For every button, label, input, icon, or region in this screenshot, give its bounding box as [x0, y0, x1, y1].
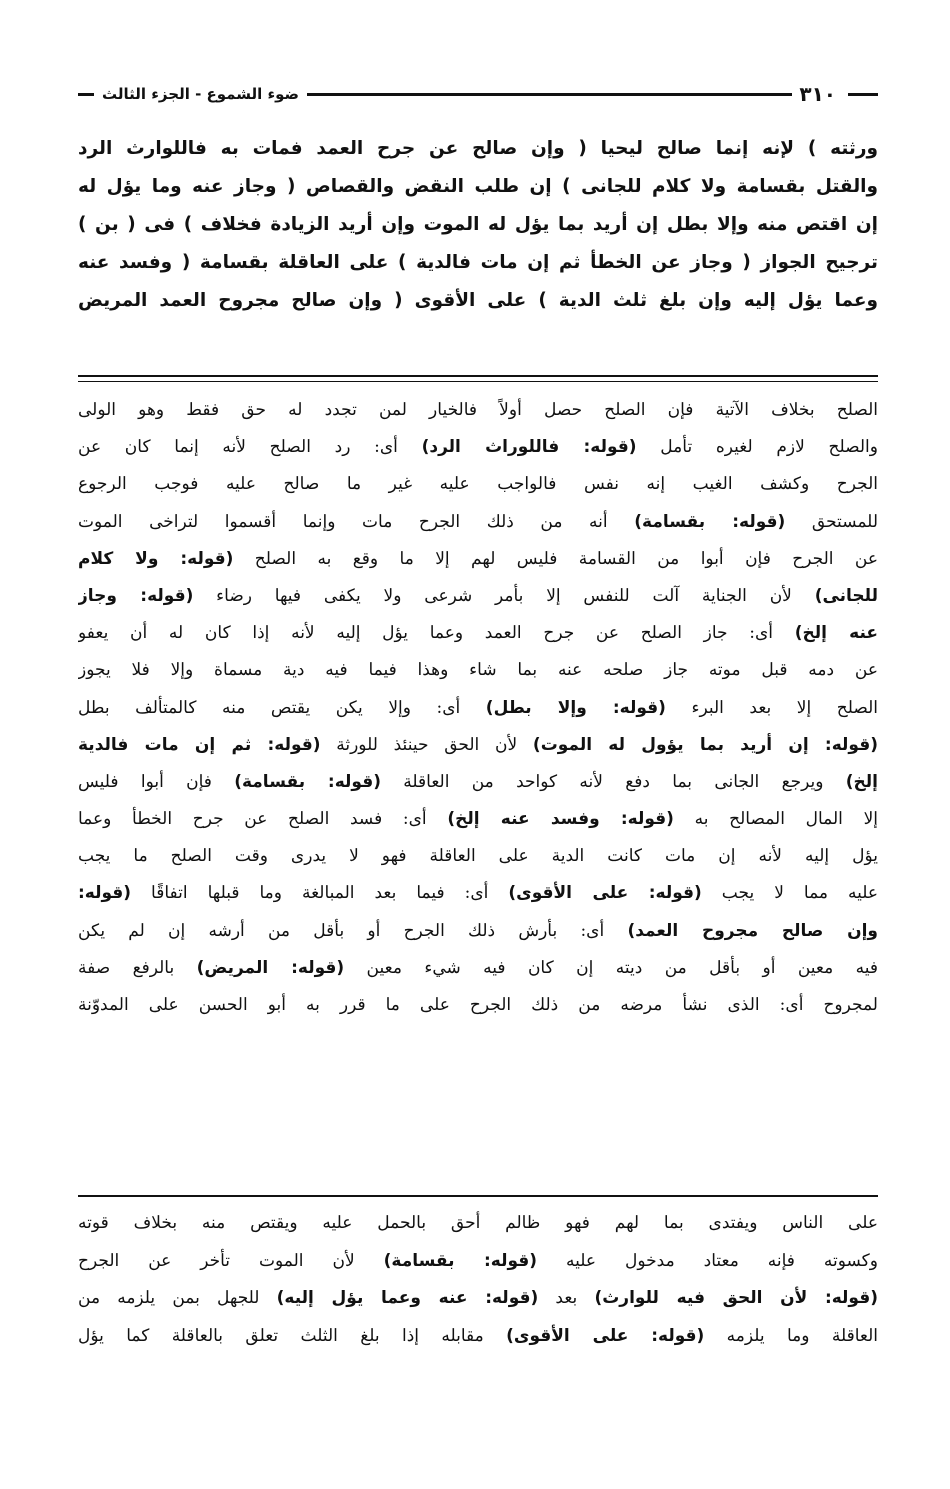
- footnotes-block: [78, 1205, 878, 1355]
- quoted-lemma: (قوله: ولا كلام: [78, 548, 234, 569]
- main-text-line: ترجيح الجواز ( وجاز عن الخطأ ثم إن مات فالدية ) على العاقلة بقسامة ( وفسد عنه: [78, 252, 878, 273]
- main-text-line: إن اقتص منه وإلا بطل إن أريد بما يؤل له الموت وإن أريد الزيادة فخلاف ) فى ( بن ): [78, 214, 878, 235]
- commentary-text: الجرح وكشف الغيب إنه نفس فالواجب عليه غير ما صالح عليه فوجب الرجوع: [78, 474, 878, 495]
- quoted-lemma: (قوله: وجاز: [78, 585, 194, 606]
- commentary-text: بالرفع صفة: [78, 957, 197, 978]
- commentary-text: وكسوته فإنه معتاد مدخول عليه: [537, 1250, 878, 1271]
- commentary-text: لأن الموت تأخر عن الجرح: [78, 1250, 384, 1271]
- quoted-lemma: عنه إلخ): [794, 623, 878, 644]
- commentary-text: فيه معين أو بأقل من ديته إن كان فيه شيء معين: [344, 957, 878, 978]
- commentary-text: على الناس ويفتدى بما لهم فهو ظالم أحق بالحمل عليه ويقتص منه بخلاف قوته: [78, 1213, 878, 1233]
- commentary-text: أى: فسد الصلح عن جرح الخطأ وعما: [78, 809, 448, 830]
- commentary-line: [78, 913, 878, 950]
- quoted-lemma: للجانى): [814, 585, 878, 606]
- quoted-lemma: (قوله:: [78, 883, 132, 904]
- quoted-lemma: (قوله: وإلا بطل): [485, 697, 666, 718]
- commentary-line: [78, 541, 878, 578]
- commentary-text: للمستحق: [785, 511, 878, 532]
- quoted-lemma: إلخ): [845, 771, 878, 792]
- quoted-lemma: (قوله: وفسد عنه إلخ): [447, 809, 674, 830]
- quoted-lemma: (قوله: بقسامة): [383, 1250, 538, 1271]
- commentary-text: ويرجع الجانى بما دفع لأنه كواحد من العاقلة: [380, 771, 846, 792]
- book-page: [78, 0, 878, 1489]
- commentary-text: للجهل بمن يلزمه من: [78, 1288, 277, 1308]
- commentary-text: مقابله إذا بلغ الثلث تعلق بالعاقلة كما يؤل: [78, 1325, 507, 1346]
- commentary-line: [78, 578, 878, 615]
- quoted-lemma: وإن صالح مجروح العمد): [627, 920, 878, 941]
- page-header: [78, 82, 878, 106]
- commentary-line: [78, 801, 878, 838]
- commentary-line: [78, 504, 878, 541]
- quoted-lemma: (قوله: على الأقوى): [506, 1325, 705, 1346]
- commentary-text: الصلح بخلاف الآتية فإن الصلح حصل أولاً فالخيار لمن تجدد له حق فقط وهو الولى: [78, 400, 878, 420]
- commentary-text: لأن الجناية آلت للنفس إلا بأمر شرعى ولا يكفى فيها رضاء: [193, 585, 815, 606]
- quoted-lemma: (قوله: إن أريد بما يؤول له الموت): [532, 734, 878, 755]
- quoted-lemma: (قوله: على الأقوى): [508, 883, 702, 904]
- main-text-line: وعما يؤل إليه وإن بلغ ثلث الدية ) على الأقوى ( وإن صالح مجروح العمد المريض: [78, 290, 878, 311]
- commentary-block: [78, 392, 878, 1024]
- main-text-block: [78, 130, 878, 320]
- commentary-line: [78, 838, 878, 875]
- commentary-line: [78, 875, 878, 912]
- quoted-lemma: (قوله: بقسامة): [634, 511, 786, 532]
- commentary-line: [78, 615, 878, 652]
- main-text-line: ورثته ) لإنه إنما صالح ليحيا ( وإن صالح عن جرح العمد فمات به فاللوارث الرد: [78, 138, 878, 159]
- commentary-text: عن دمه قبل موته جاز صلحه عنه بما شاء وهذا فيما فيه دية مسماة وإلا فلا يجوز: [78, 660, 878, 681]
- quoted-lemma: (قوله: عنه وعما يؤل إليه): [276, 1288, 539, 1308]
- commentary-line: [78, 392, 878, 429]
- commentary-text: لمجروح أى: الذى نشأ مرضه من ذلك الجرح على ما قرر به أبو الحسن على المدوّنة: [78, 995, 878, 1015]
- commentary-text: فإن أبوا فليس: [78, 771, 235, 792]
- main-text-line: والقتل بقسامة ولا كلام للجانى ) إن طلب النقض والقصاص ( وجاز عنه وما يؤل له: [78, 176, 878, 197]
- commentary-text: أى: بأرش ذلك الجرح أو بأقل من أرشه إن لم يكن: [78, 920, 628, 941]
- commentary-text: عليه مما لا يجب: [701, 883, 878, 904]
- commentary-line: [78, 987, 878, 1024]
- commentary-line: [78, 690, 878, 727]
- double-rule-top: [78, 375, 878, 377]
- quoted-lemma: (قوله: ثم إن مات فالدية: [78, 734, 321, 755]
- footnote-line: [78, 1318, 878, 1356]
- quoted-lemma: (قوله: المريض): [196, 957, 345, 978]
- commentary-text: لأن الحق حينئذ للورثة: [320, 734, 533, 755]
- commentary-text: أى: وإلا يكن يقتص منه كالمتألف بطل: [78, 697, 486, 718]
- commentary-line: [78, 727, 878, 764]
- commentary-text: بعد: [538, 1288, 595, 1308]
- commentary-line: [78, 466, 878, 503]
- header-dash-right: [848, 93, 878, 96]
- commentary-text: أى: فيما بعد المبالغة وما قبلها اتفاقًا: [131, 883, 509, 904]
- commentary-line: [78, 764, 878, 801]
- quoted-lemma: (قوله: فاللوراث الرد): [421, 437, 637, 458]
- commentary-text: يؤل إليه لأنه إن مات كانت الدية على العاقلة فهو لا يدرى وقت الصلح ما يجب: [78, 846, 878, 867]
- footnote-line: [78, 1280, 878, 1318]
- commentary-text: والصلح لازم لغيره تأمل: [636, 437, 878, 458]
- footnote-line: [78, 1205, 878, 1243]
- commentary-text: أنه من ذلك الجرح مات وإنما أقسموا لتراخى الموت: [78, 511, 635, 532]
- page-number: ٣١٠: [793, 82, 842, 106]
- commentary-text: الصلح إلا بعد البرء: [665, 697, 878, 718]
- commentary-text: أى: جاز الصلح عن جرح العمد وعما يؤل إليه لأنه إذا كان له أن يعفو: [78, 623, 795, 644]
- running-title: ضوء الشموع - الجزء الثالث: [94, 84, 307, 104]
- footnote-line: [78, 1243, 878, 1281]
- double-rule-bottom: [78, 381, 878, 382]
- commentary-line: [78, 652, 878, 689]
- commentary-text: إلا المال المصالح به: [673, 809, 878, 830]
- quoted-lemma: (قوله: بقسامة): [234, 771, 381, 792]
- commentary-line: [78, 429, 878, 466]
- commentary-text: أى: رد الصلح لأنه إنما كان عن: [78, 437, 422, 458]
- quoted-lemma: (قوله: لأن الحق فيه للوارث): [594, 1288, 878, 1308]
- commentary-text: عن الجرح فإن أبوا من القسامة فليس لهم إلا ما وقع به الصلح: [233, 548, 878, 569]
- commentary-line: [78, 950, 878, 987]
- footnote-separator: [78, 1195, 878, 1197]
- commentary-text: العاقلة وما يلزمه: [704, 1325, 878, 1346]
